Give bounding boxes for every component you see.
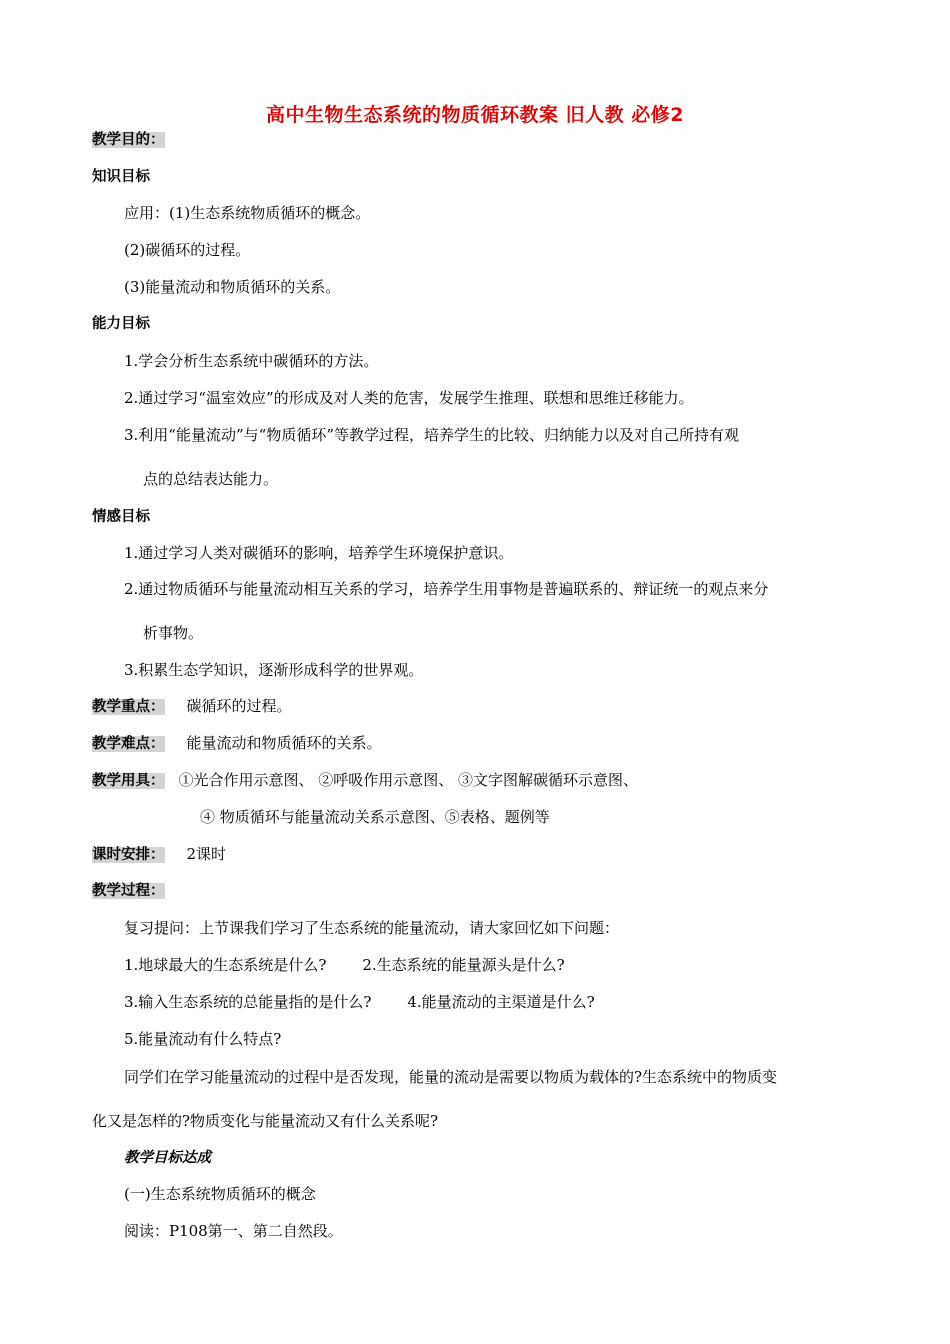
question-row-2	[124, 991, 595, 1013]
question-row-1	[124, 954, 565, 976]
tools-line-1: ①光合作用示意图、 ②呼吸作用示意图、 ③文字图解碳循环示意图、	[178, 771, 639, 789]
ability-item-3-continued: 点的总结表达能力。	[143, 470, 279, 488]
ability-item-1: 1.学会分析生态系统中碳循环的方法。	[124, 352, 379, 370]
process-heading	[92, 880, 165, 902]
difficulty-text: 能量流动和物质循环的关系。	[186, 734, 382, 752]
schedule-label: 课时安排：	[92, 847, 165, 863]
objectives-heading-text: 教学目的：	[92, 132, 165, 148]
focus-row	[92, 695, 292, 718]
question-3: 3.输入生态系统的总能量指的是什么?	[124, 993, 372, 1011]
document-title: 高中生物生态系统的物质循环教案 旧人教 必修2	[266, 104, 684, 126]
question-1: 1.地球最大的生态系统是什么?	[124, 956, 327, 974]
emotion-item-2-continued: 析事物。	[143, 624, 204, 642]
tools-row	[92, 769, 638, 792]
emotion-heading: 情感目标	[92, 509, 150, 525]
intro-paragraph-line-1: 同学们在学习能量流动的过程中是否发现，能量的流动是需要以物质为载体的?生态系统中的物质变	[124, 1068, 778, 1086]
question-5: 5.能量流动有什么特点?	[124, 1030, 282, 1048]
emotion-item-3: 3.积累生态学知识，逐渐形成科学的世界观。	[124, 661, 424, 679]
emotion-item-1: 1.通过学习人类对碳循环的影响，培养学生环境保护意识。	[124, 544, 514, 562]
intro-paragraph-line-2: 化又是怎样的?物质变化与能量流动又有什么关系呢?	[92, 1112, 439, 1130]
review-question-intro: 复习提问：上节课我们学习了生态系统的能量流动，请大家回忆如下问题：	[124, 919, 620, 937]
focus-text: 碳循环的过程。	[186, 697, 292, 715]
difficulty-label: 教学难点：	[92, 736, 165, 752]
knowledge-item-1: 应用：(1)生态系统物质循环的概念。	[124, 204, 371, 222]
objectives-heading	[92, 129, 165, 151]
ability-heading: 能力目标	[92, 316, 150, 332]
ability-item-2: 2.通过学习“温室效应”的形成及对人类的危害，发展学生推理、联想和思维迁移能力。	[124, 389, 694, 407]
schedule-text: 2课时	[186, 845, 227, 863]
knowledge-heading: 知识目标	[92, 169, 150, 185]
tools-label: 教学用具：	[92, 773, 165, 789]
question-4: 4.能量流动的主渠道是什么?	[407, 993, 595, 1011]
knowledge-item-3: (3)能量流动和物质循环的关系。	[124, 278, 341, 296]
goal-achievement-heading: 教学目标达成	[124, 1150, 211, 1166]
subsection-1-title: (一)生态系统物质循环的概念	[124, 1185, 316, 1203]
knowledge-item-2: (2)碳循环的过程。	[124, 241, 251, 259]
question-2: 2.生态系统的能量源头是什么?	[362, 956, 565, 974]
emotion-item-2: 2.通过物质循环与能量流动相互关系的学习，培养学生用事物是普遍联系的、辩证统一的观点来分	[124, 580, 769, 598]
schedule-row	[92, 843, 226, 866]
ability-item-3: 3.利用“能量流动”与“物质循环”等教学过程，培养学生的比较、归纳能力以及对自己所持有观	[124, 426, 739, 444]
focus-label: 教学重点：	[92, 699, 165, 715]
tools-line-2: ④ 物质循环与能量流动关系示意图、⑤表格、题例等	[200, 808, 550, 826]
reading-assignment: 阅读：P108第一、第二自然段。	[124, 1222, 343, 1240]
difficulty-row	[92, 732, 382, 755]
process-heading-text: 教学过程：	[92, 883, 165, 899]
